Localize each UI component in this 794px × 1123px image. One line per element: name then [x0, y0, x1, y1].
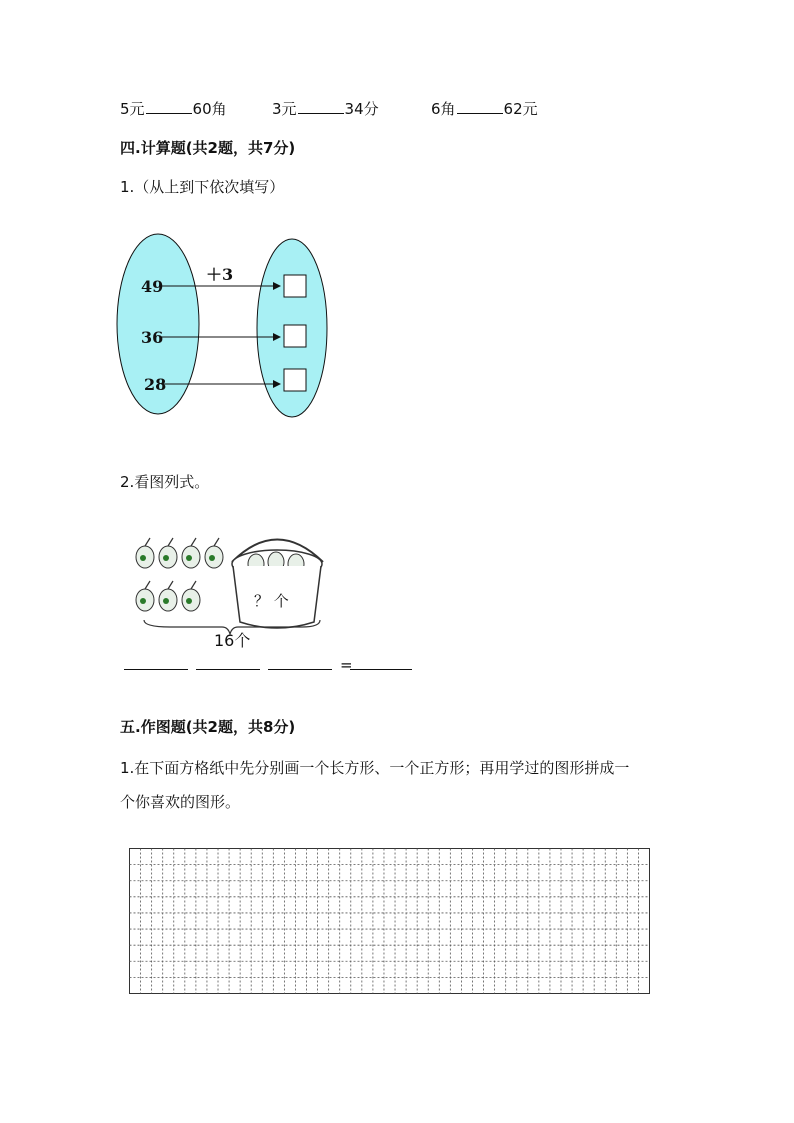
- answer-blank-3[interactable]: [457, 101, 503, 114]
- section4-q2-prompt: 2.看图列式。: [120, 473, 210, 491]
- equation-blank-2[interactable]: [196, 669, 260, 670]
- equals-sign: =: [340, 656, 353, 674]
- equation-blank-1[interactable]: [124, 669, 188, 670]
- total-label: 16个: [214, 631, 251, 650]
- pear-icon-group: [136, 546, 223, 611]
- mapping-diagram: [115, 228, 335, 424]
- compare-left-3: 6角: [431, 100, 456, 118]
- compare-right-2: 34分: [344, 100, 379, 118]
- compare-left-1: 5元: [120, 100, 145, 118]
- answer-box-3[interactable]: [284, 369, 306, 391]
- equation-blank-3[interactable]: [268, 669, 332, 670]
- compare-left-2: 3元: [272, 100, 297, 118]
- compare-item-1: [120, 98, 227, 119]
- compare-right-3: 62元: [503, 100, 538, 118]
- grid-paper[interactable]: [129, 848, 650, 994]
- section4-q1-prompt: 1.（从上到下依次填写）: [120, 178, 285, 196]
- compare-item-2: [272, 98, 379, 119]
- answer-box-1[interactable]: [284, 275, 306, 297]
- answer-box-2[interactable]: [284, 325, 306, 347]
- compare-item-3: [431, 98, 538, 119]
- section5-q1-prompt-line1: 1.在下面方格纸中先分别画一个长方形、一个正方形；再用学过的图形拼成一: [120, 759, 630, 777]
- section5-q1-prompt-line2: 个你喜欢的图形。: [120, 793, 241, 811]
- answer-blank-2[interactable]: [298, 101, 344, 114]
- answer-blank-1[interactable]: [146, 101, 192, 114]
- equation-blank-4[interactable]: [350, 669, 412, 670]
- operation-label: ＋3: [206, 265, 234, 284]
- input-value-3: 28: [144, 375, 167, 394]
- input-value-1: 49: [141, 277, 164, 296]
- section5-heading: 五.作图题(共2题，共8分): [120, 718, 296, 736]
- compare-right-1: 60角: [192, 100, 227, 118]
- basket-label: ？ 个: [254, 592, 289, 610]
- input-value-2: 36: [141, 328, 164, 347]
- section4-heading: 四.计算题(共2题，共7分): [120, 139, 296, 157]
